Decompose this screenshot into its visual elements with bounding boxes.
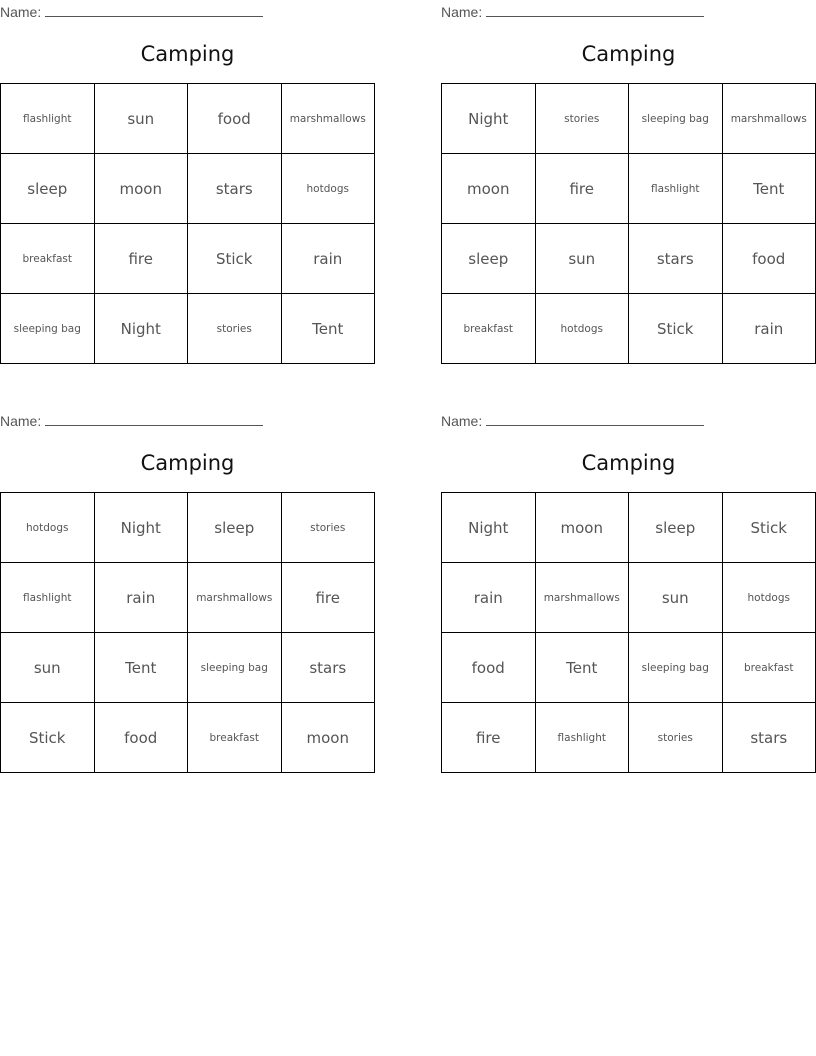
bingo-cell: moon (95, 154, 189, 224)
name-line[interactable] (45, 2, 263, 17)
bingo-cell: sleep (442, 224, 536, 294)
bingo-cell: stars (629, 224, 723, 294)
name-label: Name: (0, 413, 42, 429)
bingo-cell: Stick (1, 703, 95, 773)
bingo-cell: flashlight (629, 154, 723, 224)
bingo-cell: Tent (95, 633, 189, 703)
bingo-cell: food (723, 224, 816, 294)
bingo-cell: Tent (536, 633, 630, 703)
name-field[interactable] (0, 411, 263, 429)
name-label: Name: (441, 4, 483, 20)
name-line[interactable] (486, 2, 704, 17)
name-label: Name: (0, 4, 42, 20)
bingo-cell: Tent (282, 294, 376, 364)
bingo-cell: sleeping bag (629, 84, 723, 154)
bingo-cell: sun (536, 224, 630, 294)
bingo-cell: marshmallows (536, 563, 630, 633)
bingo-cell: Stick (188, 224, 282, 294)
bingo-cell: sleeping bag (188, 633, 282, 703)
bingo-cell: hotdogs (723, 563, 816, 633)
bingo-cell: sleep (629, 493, 723, 563)
bingo-cell: sleeping bag (629, 633, 723, 703)
bingo-cell: Tent (723, 154, 816, 224)
bingo-cell: moon (442, 154, 536, 224)
name-label: Name: (441, 413, 483, 429)
bingo-cell: hotdogs (536, 294, 630, 364)
bingo-cell: hotdogs (282, 154, 376, 224)
bingo-cell: sleep (1, 154, 95, 224)
bingo-cell: sleeping bag (1, 294, 95, 364)
bingo-cell: sun (629, 563, 723, 633)
bingo-cell: fire (282, 563, 376, 633)
bingo-grid (441, 83, 816, 364)
bingo-cell: rain (282, 224, 376, 294)
bingo-cell: Stick (629, 294, 723, 364)
bingo-cell: stories (536, 84, 630, 154)
bingo-cell: stars (282, 633, 376, 703)
bingo-cell: flashlight (536, 703, 630, 773)
name-field[interactable] (0, 2, 263, 20)
bingo-cell: fire (95, 224, 189, 294)
bingo-cell: fire (442, 703, 536, 773)
name-line[interactable] (45, 411, 263, 426)
bingo-grid (441, 492, 816, 773)
bingo-cell: Night (95, 294, 189, 364)
bingo-cell: sun (95, 84, 189, 154)
bingo-cell: Night (442, 84, 536, 154)
bingo-cell: food (442, 633, 536, 703)
bingo-cell: breakfast (1, 224, 95, 294)
bingo-cell: rain (95, 563, 189, 633)
bingo-cell: fire (536, 154, 630, 224)
bingo-cell: sun (1, 633, 95, 703)
bingo-cell: Stick (723, 493, 816, 563)
bingo-cell: flashlight (1, 84, 95, 154)
bingo-cell: breakfast (188, 703, 282, 773)
bingo-cell: rain (723, 294, 816, 364)
bingo-cell: stories (188, 294, 282, 364)
bingo-cell: marshmallows (282, 84, 376, 154)
bingo-cell: marshmallows (723, 84, 816, 154)
bingo-cell: food (95, 703, 189, 773)
card-title: Camping (581, 42, 676, 66)
bingo-cell: flashlight (1, 563, 95, 633)
bingo-cell: moon (282, 703, 376, 773)
bingo-cell: stars (723, 703, 816, 773)
bingo-cell: sleep (188, 493, 282, 563)
bingo-cell: rain (442, 563, 536, 633)
card-title: Camping (140, 451, 235, 475)
bingo-cell: stars (188, 154, 282, 224)
name-field[interactable] (441, 411, 704, 429)
card-title: Camping (140, 42, 235, 66)
bingo-cell: moon (536, 493, 630, 563)
bingo-cell: stories (629, 703, 723, 773)
card-title: Camping (581, 451, 676, 475)
bingo-cell: breakfast (723, 633, 816, 703)
bingo-cell: food (188, 84, 282, 154)
name-field[interactable] (441, 2, 704, 20)
name-line[interactable] (486, 411, 704, 426)
bingo-grid (0, 83, 375, 364)
bingo-grid (0, 492, 375, 773)
bingo-cell: Night (442, 493, 536, 563)
bingo-cell: stories (282, 493, 376, 563)
bingo-cell: Night (95, 493, 189, 563)
bingo-cell: breakfast (442, 294, 536, 364)
bingo-cell: marshmallows (188, 563, 282, 633)
bingo-cell: hotdogs (1, 493, 95, 563)
